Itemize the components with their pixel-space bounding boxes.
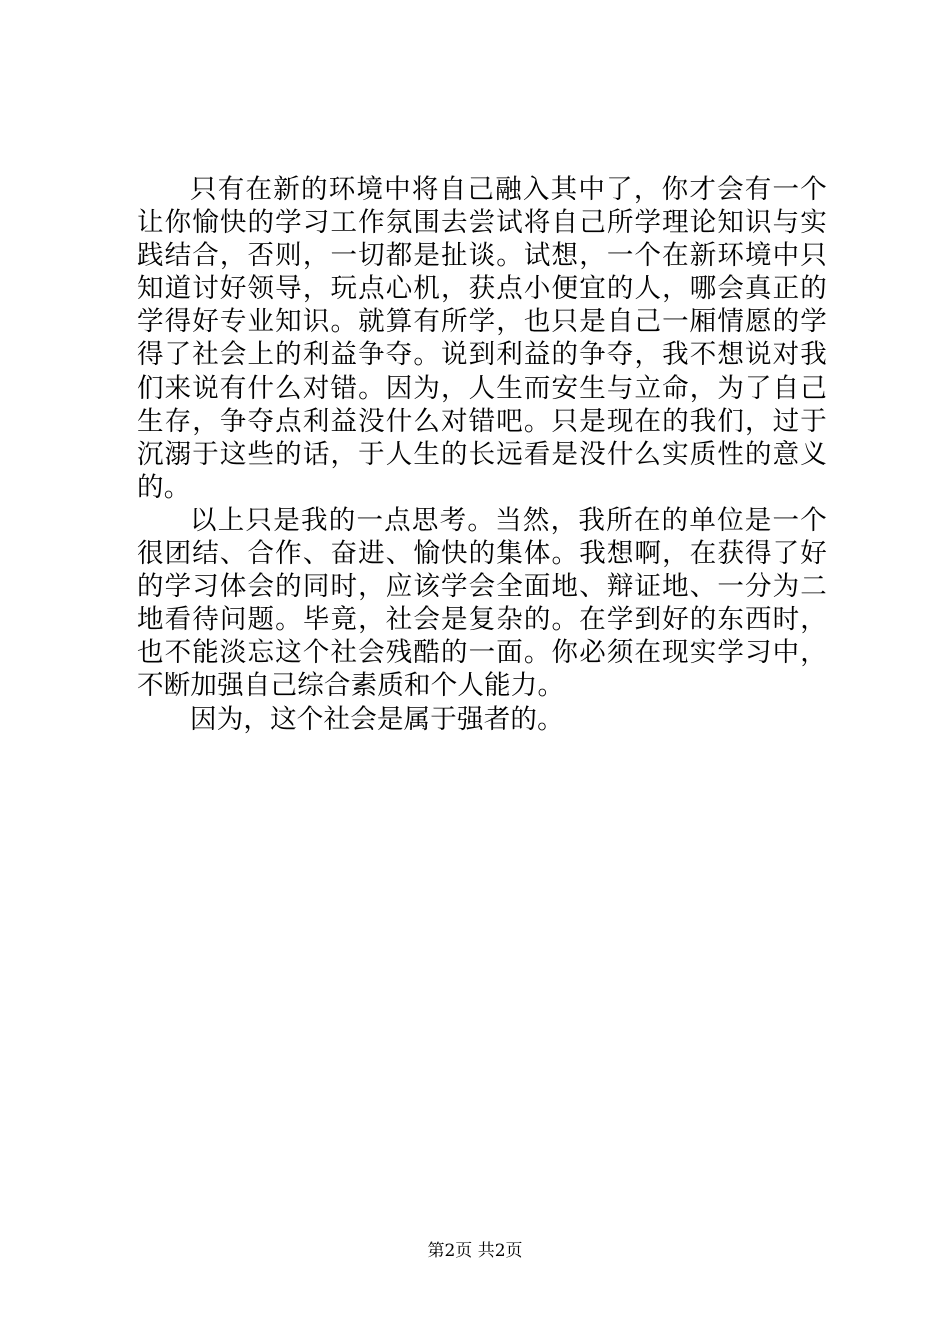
paragraph-3: 因为，这个社会是属于强者的。 bbox=[190, 703, 564, 735]
page-footer: 第2页 共2页 bbox=[427, 1241, 523, 1261]
paragraph-1: 只有在新的环境中将自己融入其中了，你才会有一个让你愉快的学习工作氛围去尝试将自己所学理论知识与实践结合，否则，一切都是扯谈。试想，一个在新环境中只知道讨好领导，玩点心机，获点小便宜的人，哪会真正的学得好专业知识。就算有所学，也只是自己一厢情愿的学得了社会上的利益争夺。说到利益的争夺，我不想说对我们来说有什么对错。因为，人生而安生与立命，为了自己生存，争夺点利益没什么对错吧。只是现在的我们，过于沉溺于这些的话，于人生的长远看是没什么实质性的意义的。 bbox=[137, 174, 827, 503]
paragraph-2: 以上只是我的一点思考。当然，我所在的单位是一个很团结、合作、奋进、愉快的集体。我想啊，在获得了好的学习体会的同时，应该学会全面地、辩证地、一分为二地看待问题。毕竟，社会是复杂的。在学到好的东西时，也不能淡忘这个社会残酷的一面。你必须在现实学习中，不断加强自己综合素质和个人能力。 bbox=[137, 504, 827, 702]
document-body bbox=[137, 173, 827, 736]
